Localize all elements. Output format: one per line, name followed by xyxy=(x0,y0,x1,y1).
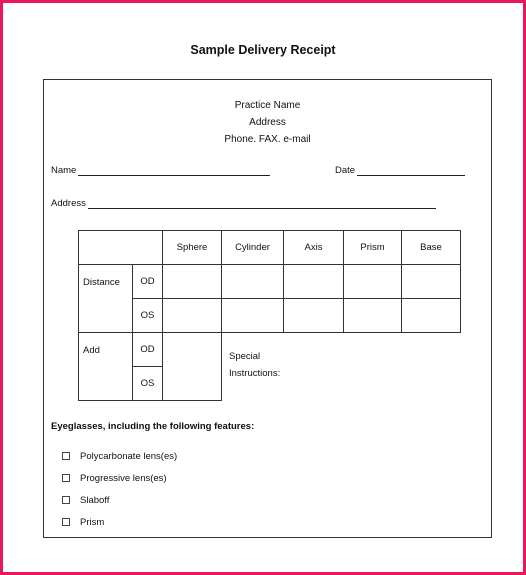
special-instructions-line2: Instructions: xyxy=(229,368,281,379)
feature-label: Progressive lens(es) xyxy=(80,472,167,484)
feature-label: Polycarbonate lens(es) xyxy=(80,450,178,462)
distance-os-prism[interactable] xyxy=(344,299,402,333)
feature-label: Slaboff xyxy=(80,494,110,506)
practice-name: Practice Name xyxy=(234,100,301,111)
feature-progressive[interactable] xyxy=(62,467,177,489)
date-field[interactable] xyxy=(335,164,465,176)
add-value-cell[interactable] xyxy=(163,333,222,401)
address-label: Address xyxy=(51,198,86,209)
distance-od-axis[interactable] xyxy=(284,265,344,299)
distance-od-cylinder[interactable] xyxy=(222,265,284,299)
distance-os-base[interactable] xyxy=(402,299,461,333)
special-instructions xyxy=(229,348,280,382)
distance-os-sphere[interactable] xyxy=(163,299,222,333)
practice-header xyxy=(44,97,491,148)
date-label: Date xyxy=(335,165,356,176)
date-line[interactable] xyxy=(357,164,465,176)
distance-od-sphere[interactable] xyxy=(163,265,222,299)
add-label: Add xyxy=(79,333,133,401)
distance-os-cylinder[interactable] xyxy=(222,299,284,333)
header-base: Base xyxy=(402,231,461,265)
header-sphere: Sphere xyxy=(163,231,222,265)
practice-address: Address xyxy=(249,117,286,128)
distance-od-base[interactable] xyxy=(402,265,461,299)
name-line[interactable] xyxy=(78,164,270,176)
distance-od-label: OD xyxy=(133,265,163,299)
header-prism: Prism xyxy=(344,231,402,265)
header-axis: Axis xyxy=(284,231,344,265)
address-field[interactable] xyxy=(51,197,436,209)
special-instructions-line1: Special xyxy=(229,351,261,362)
table-corner-cell xyxy=(79,231,163,265)
practice-contact: Phone. FAX. e-mail xyxy=(224,134,311,145)
add-os-label: OS xyxy=(133,367,163,401)
receipt-form xyxy=(43,79,492,538)
feature-slaboff[interactable] xyxy=(62,489,177,511)
distance-os-axis[interactable] xyxy=(284,299,344,333)
feature-label: Prism xyxy=(80,516,105,528)
name-label: Name xyxy=(51,165,77,176)
feature-checklist xyxy=(62,445,177,533)
distance-od-prism[interactable] xyxy=(344,265,402,299)
add-od-label: OD xyxy=(133,333,163,367)
name-field[interactable] xyxy=(51,164,270,176)
feature-prism[interactable] xyxy=(62,511,177,533)
address-line[interactable] xyxy=(88,197,436,209)
checkbox-slaboff[interactable] xyxy=(62,496,70,504)
document-title: Sample Delivery Receipt xyxy=(190,43,336,57)
distance-label: Distance xyxy=(79,265,133,333)
checkbox-progressive[interactable] xyxy=(62,474,70,482)
eyeglasses-heading: Eyeglasses, including the following features: xyxy=(51,421,255,432)
feature-polycarbonate[interactable] xyxy=(62,445,177,467)
header-cylinder: Cylinder xyxy=(222,231,284,265)
checkbox-polycarbonate[interactable] xyxy=(62,452,70,460)
distance-os-label: OS xyxy=(133,299,163,333)
checkbox-prism[interactable] xyxy=(62,518,70,526)
